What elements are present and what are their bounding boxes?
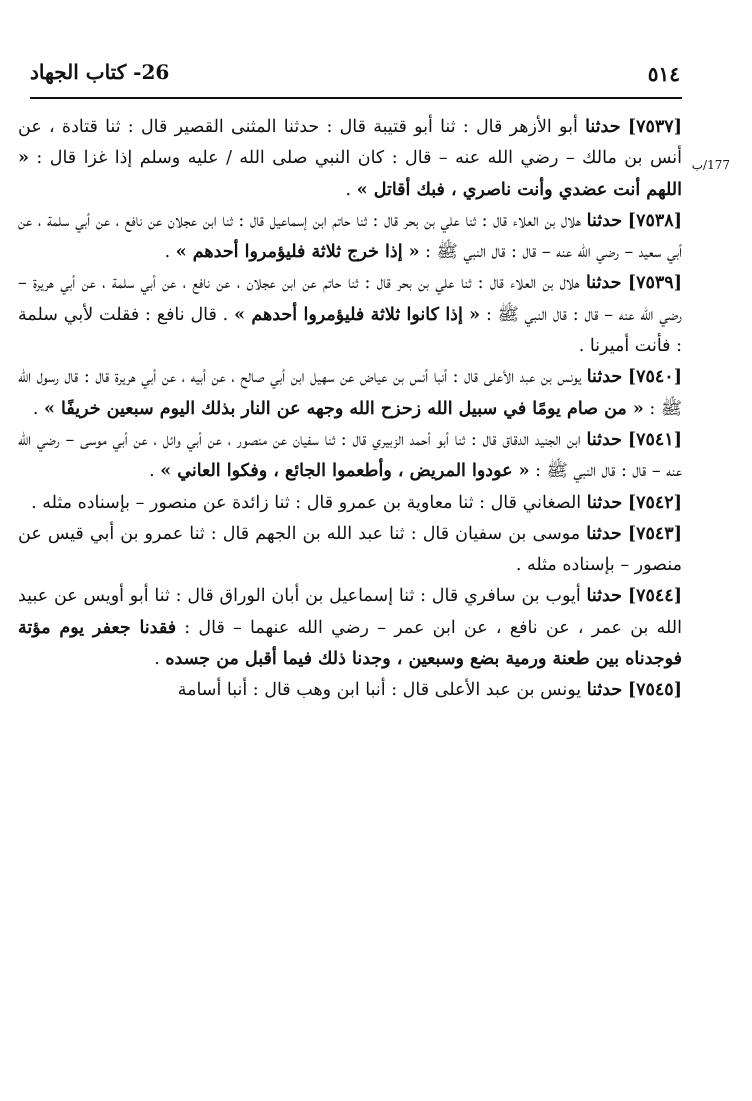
entry-tail: . xyxy=(32,398,44,419)
isnad-text: يونس بن عبد الأعلى قال : أنبا أنس بن عياض عن سهيل ابن أبي صالح ، عن أبيه ، عن أبي هريرة قال : قال رسول الله ﷺ : xyxy=(18,367,682,419)
hadith-entry xyxy=(18,425,682,488)
hadith-number: [٧٥٤٣] xyxy=(627,523,682,544)
entry-tail: . xyxy=(154,649,166,670)
transmission-verb: حدثنا xyxy=(586,367,623,388)
hadith-entry xyxy=(18,581,682,675)
isnad-text: هلال بن العلاء قال : ثنا علي بن بحر قال : ثنا حاتم عن ابن عجلان ، عن نافع ، عن أبي سلمة ، عن أبي هريرة – رضي الله عنه – قال : قال النبي ﷺ : xyxy=(18,273,683,325)
transmission-verb: حدثنا xyxy=(586,210,623,231)
isnad-text: أيوب بن سافري قال : ثنا إسماعيل بن أبان الوراق قال : ثنا أبو أويس عن عبيد الله بن عمر ، عن نافع ، عن ابن عمر – رضي الله عنهما – قال : xyxy=(18,586,682,638)
page-number: ٥١٤ xyxy=(647,62,680,86)
hadith-number: [٧٥٣٧] xyxy=(627,117,682,137)
transmission-verb: حدثنا xyxy=(586,429,622,450)
hadith-number: [٧٥٤٢] xyxy=(627,492,682,513)
hadith-entry xyxy=(18,519,682,582)
page-header xyxy=(30,58,680,92)
matn-text: « اللهم أنت عضدي وأنت ناصري ، فبك أقاتل » xyxy=(18,148,682,200)
hadith-entry xyxy=(18,675,682,706)
transmission-verb: حدثنا xyxy=(586,523,622,544)
hadith-entry xyxy=(18,362,682,425)
matn-text: « إذا كانوا ثلاثة فليؤمروا أحدهم » xyxy=(234,304,481,325)
hadith-number: [٧٥٤١] xyxy=(627,429,682,450)
matn-text: « عودوا المريض ، وأطعموا الجائع ، وفكوا العاني » xyxy=(160,461,530,482)
transmission-verb: حدثنا xyxy=(586,680,623,701)
hadith-text-block xyxy=(18,112,682,707)
entry-tail: . xyxy=(149,461,161,482)
isnad-text: موسى بن سفيان قال : ثنا عبد الله بن الجهم قال : ثنا عمرو بن أبي قيس عن منصور – بإسناده مثله . xyxy=(18,523,682,576)
manuscript-folio-note: 177/ب xyxy=(691,158,730,172)
isnad-text: ابن الجنيد الدقاق قال : ثنا أبو أحمد الزبيري قال : ثنا سفيان عن منصور ، عن أبي وائل ، عن أبي موسى – رضي الله عنه – قال : قال النبي ﷺ : xyxy=(18,429,682,482)
entry-tail: . xyxy=(345,179,357,200)
running-title: 26- كتاب الجهاد xyxy=(30,60,170,84)
hadith-number: [٧٥٤٤] xyxy=(627,586,682,607)
transmission-verb: حدثنا xyxy=(586,586,623,607)
matn-text: « من صام يومًا في سبيل الله زحزح الله وجهه عن النار بذلك اليوم سبعين خريفًا » xyxy=(44,398,644,419)
entry-tail: . xyxy=(164,242,176,263)
hadith-number: [٧٥٤٥] xyxy=(627,680,682,701)
matn-text: « إذا خرج ثلاثة فليؤمروا أحدهم » xyxy=(175,242,420,263)
transmission-verb: حدثنا xyxy=(585,273,622,294)
hadith-number: [٧٥٣٨] xyxy=(627,210,682,231)
matn-text: فقدنا جعفر يوم مؤتة فوجدناه بين طعنة ورمية بضع وسبعين ، وجدنا ذلك فيما أقبل من جسده xyxy=(18,617,682,670)
hadith-number: [٧٥٣٩] xyxy=(627,273,682,294)
hadith-number: [٧٥٤٠] xyxy=(627,367,682,388)
isnad-text: هلال بن العلاء قال : ثنا علي بن بحر قال : ثنا حاتم ابن إسماعيل قال : ثنا ابن عجلان عن نافع ، عن أبي سلمة ، عن أبي سعيد – رضي الله عنه – قال : قال النبي ﷺ : xyxy=(18,210,682,263)
transmission-verb: حدثنا xyxy=(585,117,621,137)
isnad-text: أبو الأزهر قال : ثنا أبو قتيبة قال : حدثنا المثنى القصير قال : ثنا قتادة ، عن أنس بن مالك – رضي الله عنه – قال : كان النبي صلى الله / عليه وسلم إذا غزا قال : xyxy=(18,117,682,169)
entry-tail: . قال نافع : فقلت لأبي سلمة : فأنت أميرنا . xyxy=(18,304,682,357)
header-rule xyxy=(30,97,682,99)
hadith-entry xyxy=(18,112,682,206)
hadith-entry xyxy=(18,268,682,362)
transmission-verb: حدثنا xyxy=(586,492,623,513)
hadith-entry xyxy=(18,206,682,269)
isnad-text: يونس بن عبد الأعلى قال : أنبا ابن وهب قال : أنبا أسامة xyxy=(177,680,582,701)
isnad-text: الصغاني قال : ثنا معاوية بن عمرو قال : ثنا زائدة عن منصور – بإسناده مثله . xyxy=(31,492,582,513)
hadith-entry xyxy=(18,488,682,519)
